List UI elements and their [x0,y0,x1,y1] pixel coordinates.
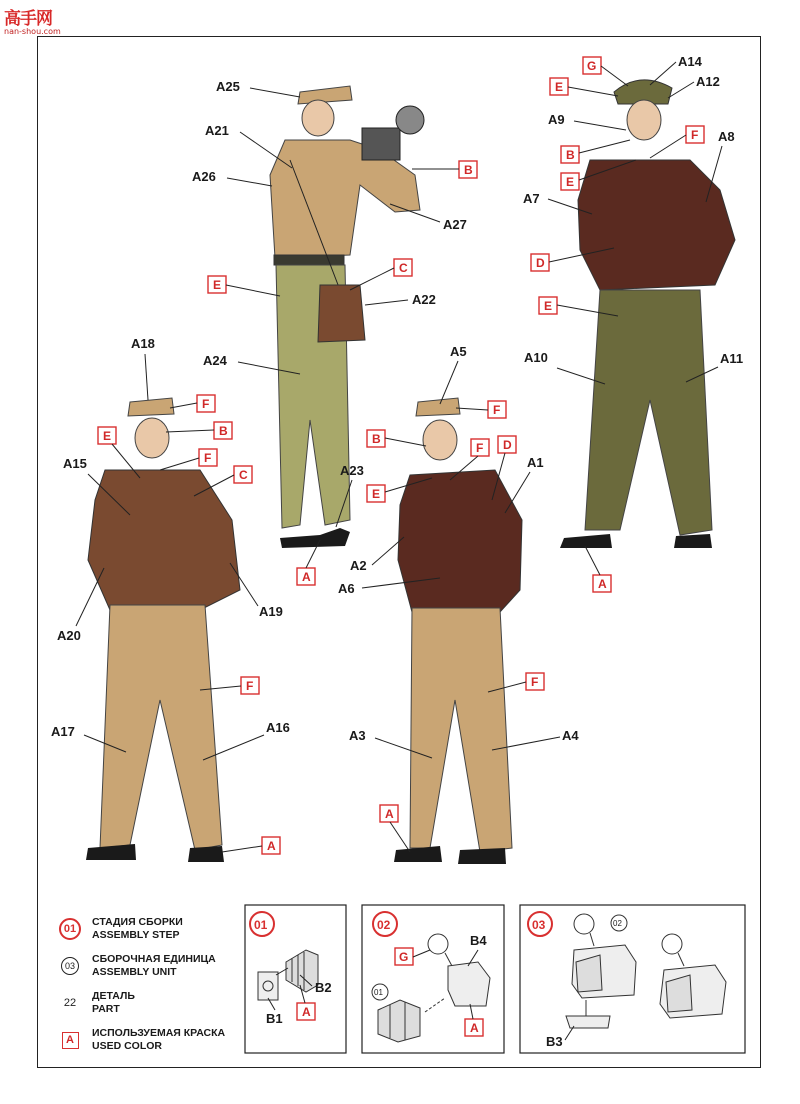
label-a17: A17 [51,724,75,739]
label-a25: A25 [216,79,240,94]
label-a5: A5 [450,344,467,359]
legend-color-en: USED COLOR [92,1040,163,1052]
svg-text:F: F [531,675,539,689]
watermark-text: 高手网 [4,9,52,29]
label-a19: A19 [259,604,283,619]
paint-tag-b [367,430,385,447]
figure-officer [560,80,735,548]
paint-tag-a [593,575,611,592]
svg-text:A: A [267,839,276,853]
svg-text:G: G [399,950,409,964]
svg-text:F: F [476,441,484,455]
svg-text:F: F [246,679,254,693]
step-3-part-b3: B3 [546,1034,563,1049]
unit-circle-icon: 03 [61,957,79,975]
svg-text:E: E [555,80,564,94]
paint-tag-f [471,439,489,456]
svg-text:A: A [598,577,607,591]
label-a23: A23 [340,463,364,478]
label-a18: A18 [131,336,155,351]
label-a16: A16 [266,720,290,735]
svg-text:D: D [536,256,545,270]
svg-text:E: E [372,487,381,501]
svg-text:F: F [204,451,212,465]
watermark-url: nan-shou.com [4,27,61,36]
paint-tag-b [214,422,232,439]
paint-tag-f [488,401,506,418]
legend-used-color [58,1023,243,1057]
svg-text:A: A [302,570,311,584]
paint-tag-f [526,673,544,690]
paint-tag-e [550,78,568,95]
label-a9: A9 [548,112,565,127]
label-a21: A21 [205,123,229,138]
label-a11: A11 [720,351,744,366]
paint-tag-e [98,427,116,444]
svg-text:B: B [464,163,473,177]
paint-tag-c [234,466,252,483]
paint-tag-b [561,146,579,163]
svg-text:A: A [302,1005,311,1019]
paint-tag-f [241,677,259,694]
paint-tag-a [297,568,315,585]
label-a4: A4 [562,728,579,743]
legend-assembly-unit [58,949,243,983]
step-1-box [245,905,346,1053]
svg-text:E: E [213,278,222,292]
step-1-number: 01 [254,918,268,932]
figure-left [86,398,240,862]
part-number-icon: 22 [63,997,77,1009]
step-3-box [520,905,745,1053]
paint-tag-g [583,57,601,74]
legend-step-ru: СТАДИЯ СБОРКИ [92,916,183,928]
label-a15: A15 [63,456,87,471]
step-2-part-b4: B4 [470,933,487,948]
step-2-number: 02 [377,918,391,932]
svg-text:D: D [503,438,512,452]
legend-part-ru: ДЕТАЛЬ [92,990,135,1002]
label-a7: A7 [523,191,540,206]
paint-tag-f [686,126,704,143]
paint-tag-b [459,161,477,178]
svg-text:E: E [566,175,575,189]
label-a14: A14 [678,54,702,69]
paint-tag-c [394,259,412,276]
legend-unit-en: ASSEMBLY UNIT [92,966,177,978]
legend-step-en: ASSEMBLY STEP [92,929,180,941]
step-2-unit: 01 [374,988,383,997]
legend-color-ru: ИСПОЛЬЗУЕМАЯ КРАСКА [92,1027,226,1039]
label-a6: A6 [338,581,355,596]
svg-text:C: C [399,261,408,275]
label-a26: A26 [192,169,216,184]
paint-tag-f [199,449,217,466]
step-2-box [362,905,504,1053]
paint-tag-e [208,276,226,293]
paint-tag-e [539,297,557,314]
label-a12: A12 [696,74,720,89]
label-a1: A1 [527,455,544,470]
label-a24: A24 [203,353,227,368]
paint-tag-a [262,837,280,854]
step-circle-icon: 01 [59,918,81,940]
legend [58,912,243,1060]
legend-assembly-step [58,912,243,946]
step-3-number: 03 [532,918,546,932]
svg-text:B: B [566,148,575,162]
label-a20: A20 [57,628,81,643]
step-1-part-b1: B1 [266,1011,283,1026]
svg-text:C: C [239,468,248,482]
label-a22: A22 [412,292,436,307]
legend-part [58,986,243,1020]
paint-tag-a [380,805,398,822]
svg-text:B: B [219,424,228,438]
svg-text:G: G [587,59,597,73]
svg-text:F: F [493,403,501,417]
step-3-unit: 02 [613,919,622,928]
svg-text:A: A [385,807,394,821]
svg-text:A: A [470,1021,479,1035]
paint-tag-d [498,436,516,453]
legend-part-en: PART [92,1003,120,1015]
paint-tag-e [367,485,385,502]
label-a10: A10 [524,350,548,365]
paint-tag-d [531,254,549,271]
step-1-part-b2: B2 [315,980,332,995]
label-a8: A8 [718,129,735,144]
paint-tag-f [197,395,215,412]
figure-photographer [270,86,424,548]
svg-text:B: B [372,432,381,446]
label-a27: A27 [443,217,467,232]
svg-text:E: E [544,299,553,313]
legend-unit-ru: СБОРОЧНАЯ ЕДИНИЦА [92,953,216,965]
label-a2: A2 [350,558,367,573]
svg-text:F: F [202,397,210,411]
svg-text:F: F [691,128,699,142]
figure-center [394,398,522,864]
label-a3: A3 [349,728,366,743]
color-square-icon: A [62,1032,79,1049]
paint-tag-e [561,173,579,190]
svg-text:E: E [103,429,112,443]
